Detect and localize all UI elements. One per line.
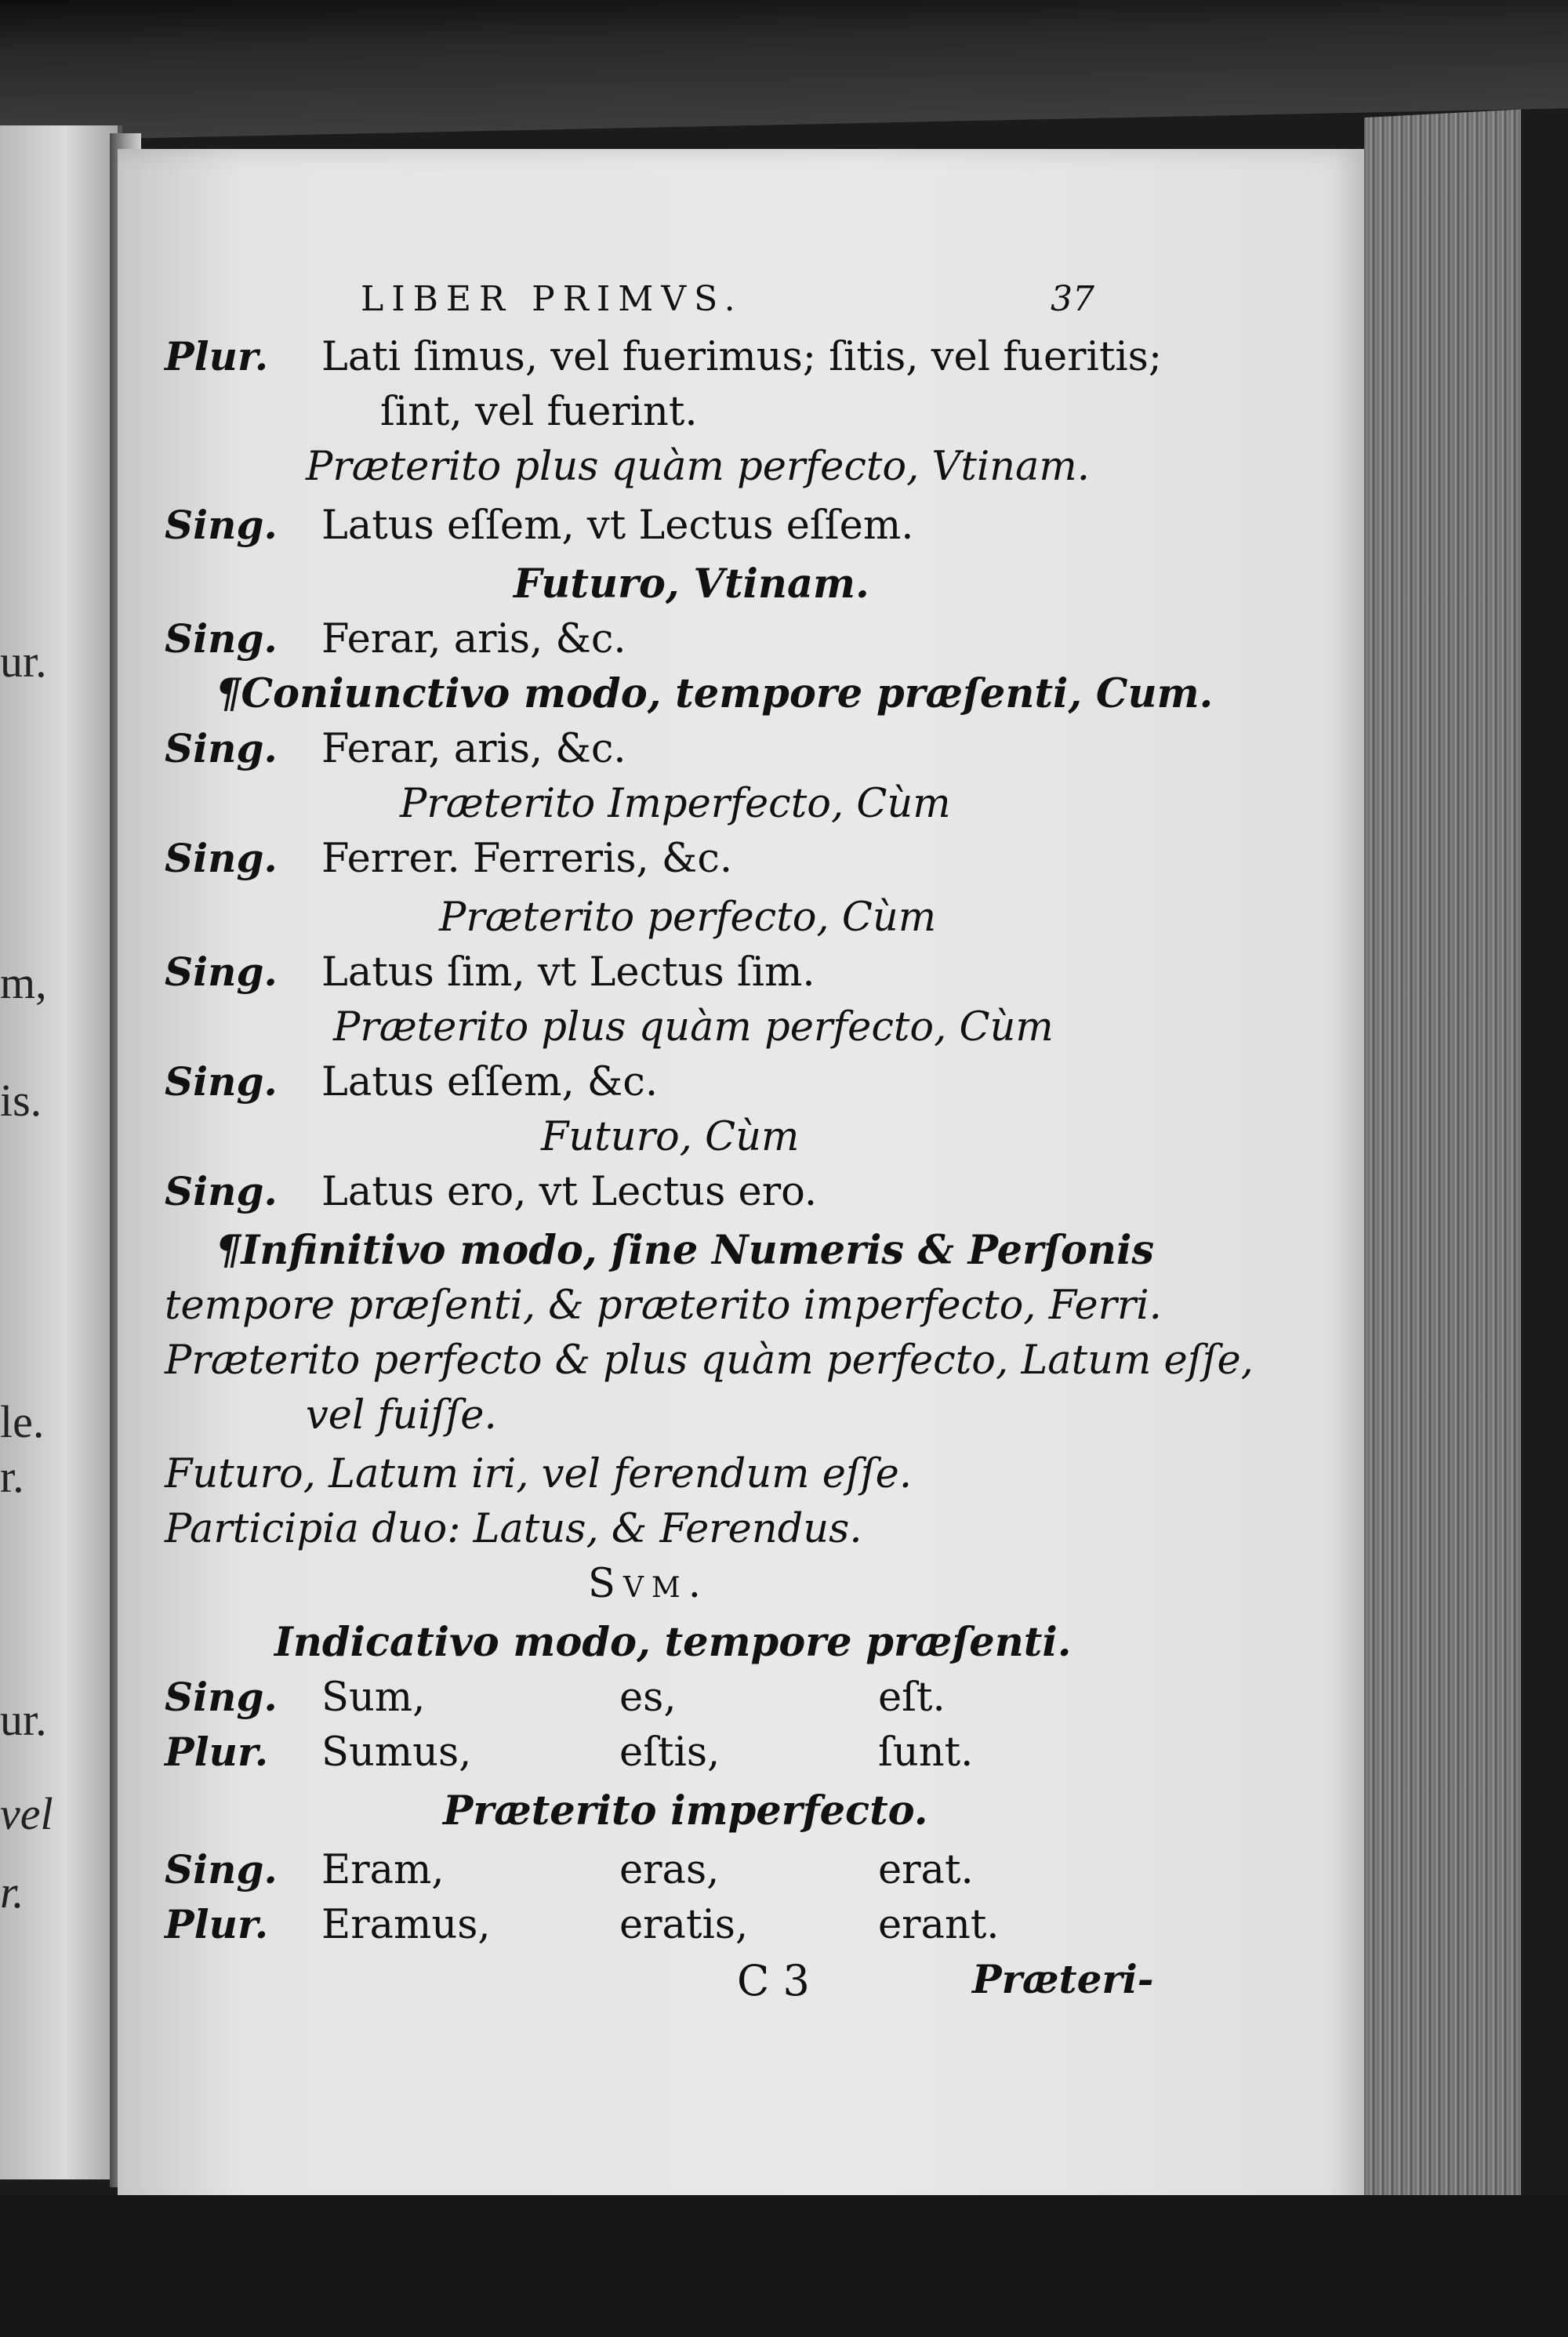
mood-heading: Indicativo modo, tempore præſenti. — [274, 1619, 1072, 1666]
line-text: Ferar, aris, &c. — [321, 726, 626, 772]
left-page-fragment: m, — [0, 957, 47, 1008]
form-3: erant. — [878, 1902, 1000, 1948]
line-text: Latus ſim, vt Lectus ſim. — [321, 949, 815, 996]
form-2: es, — [619, 1675, 677, 1721]
form-3: ſunt. — [878, 1729, 974, 1776]
page-fore-edge — [1364, 110, 1521, 2234]
text-line: Participia duo: Latus, & Ferendus. — [165, 1506, 862, 1552]
left-page-fragment: r. — [0, 1867, 24, 1918]
number-label: Plur. — [165, 1729, 269, 1775]
left-page-fragment: vel — [0, 1788, 53, 1839]
tense-heading: Futuro, Cùm — [541, 1114, 800, 1160]
number-label: Sing. — [165, 1674, 278, 1720]
catchword: Præteri- — [972, 1956, 1154, 2002]
line-text: Latus ero, vt Lectus ero. — [321, 1169, 818, 1215]
line-text: Ferrer. Ferreris, &c. — [321, 836, 733, 882]
text-line: ſint, vel fuerint. — [380, 389, 698, 435]
tense-heading: Præterito perfecto, Cùm — [439, 895, 937, 941]
tense-heading: Futuro, Vtinam. — [514, 561, 869, 608]
line-text: Latus eſſem, vt Lectus eſſem. — [321, 503, 914, 549]
form-3: erat. — [878, 1847, 974, 1893]
form-1: Eram, — [321, 1847, 445, 1893]
form-3: eſt. — [878, 1675, 946, 1721]
number-label: Plur. — [165, 333, 269, 379]
left-page-fragment: ur. — [0, 1694, 47, 1745]
text-line: Præterito perfecto & plus quàm perfecto, Latum eſſe, — [165, 1337, 1254, 1384]
form-1: Sumus, — [321, 1729, 472, 1776]
line-text: Latus eſſem, &c. — [321, 1059, 659, 1105]
running-header: LIBER PRIMVS. — [361, 279, 743, 319]
number-label: Sing. — [165, 725, 278, 771]
section-heading: Svm. — [588, 1561, 710, 1607]
tense-heading: Præterito plus quàm perfecto, Vtinam. — [306, 444, 1090, 490]
number-label: Sing. — [165, 835, 278, 881]
number-label: Sing. — [165, 949, 278, 995]
line-text: Lati ſimus, vel fuerimus; ſitis, vel fueritis; — [321, 334, 1163, 380]
text-line: vel fuiſſe. — [306, 1392, 497, 1439]
tense-heading: Præterito Imperfecto, Cùm — [400, 781, 951, 827]
mood-heading: ¶Infinitivo modo, ſine Numeris & Perſonis — [216, 1227, 1155, 1274]
left-page — [0, 125, 122, 2179]
form-1: Sum, — [321, 1675, 426, 1721]
left-page-fragment: r. — [0, 1451, 24, 1502]
text-line: tempore præſenti, & præterito imperfecto, Ferri. — [165, 1283, 1162, 1329]
tense-heading: Præterito imperfecto. — [443, 1787, 928, 1834]
tense-heading: Præterito plus quàm perfecto, Cùm — [333, 1004, 1054, 1051]
number-label: Sing. — [165, 1846, 278, 1892]
form-2: eratis, — [619, 1902, 749, 1948]
form-2: eras, — [619, 1847, 720, 1893]
book-top-edge — [0, 0, 1568, 141]
background-shadow — [0, 2195, 1568, 2337]
number-label: Plur. — [165, 1901, 269, 1947]
signature-mark: C 3 — [737, 1956, 810, 2005]
form-1: Eramus, — [321, 1902, 491, 1948]
number-label: Sing. — [165, 615, 278, 662]
left-page-fragment: is. — [0, 1075, 42, 1126]
left-page-fragment: le. — [0, 1396, 45, 1447]
number-label: Sing. — [165, 502, 278, 548]
left-page-fragment: ur. — [0, 636, 47, 687]
form-2: eſtis, — [619, 1729, 720, 1776]
page-number: 37 — [1051, 279, 1094, 319]
line-text: Ferar, aris, &c. — [321, 616, 626, 662]
number-label: Sing. — [165, 1168, 278, 1214]
text-line: Futuro, Latum iri, vel ferendum eſſe. — [165, 1451, 913, 1497]
number-label: Sing. — [165, 1058, 278, 1105]
mood-heading: ¶Coniunctivo modo, tempore præſenti, Cum. — [216, 670, 1214, 717]
